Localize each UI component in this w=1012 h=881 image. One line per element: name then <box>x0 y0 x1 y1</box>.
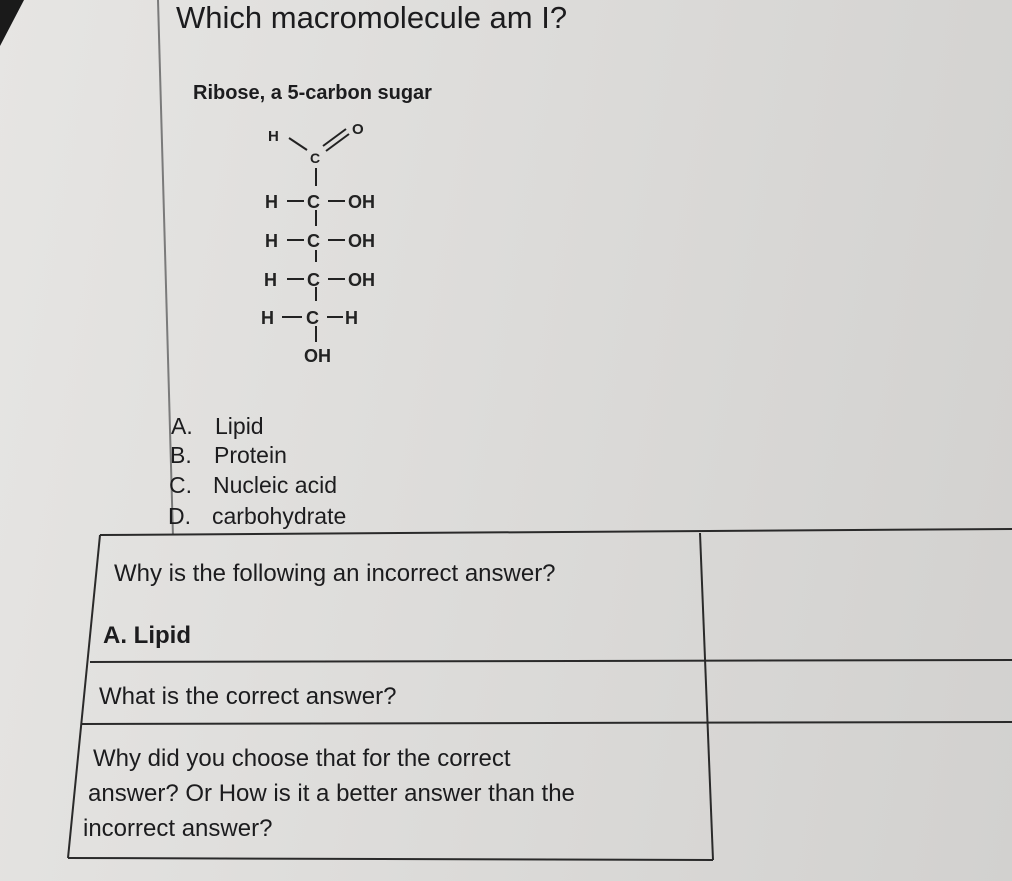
option-letter: A. <box>171 413 193 439</box>
option-letter: C. <box>169 472 192 498</box>
atom-oh-row3: OH <box>348 270 375 290</box>
option-a[interactable] <box>171 413 264 440</box>
question-why-choose-line2: answer? Or How is it a better answer than the <box>88 780 575 807</box>
atom-c-row4: C <box>306 308 319 328</box>
option-d[interactable] <box>168 503 346 530</box>
atom-c-carbonyl: C <box>310 150 321 166</box>
atom-h-row2: H <box>265 231 278 251</box>
atom-o-carbonyl: O <box>352 121 364 138</box>
question-incorrect-why: Why is the following an incorrect answer? <box>114 560 556 587</box>
option-b[interactable] <box>170 442 287 469</box>
option-text: Protein <box>214 442 287 468</box>
table-bottom-border <box>68 858 713 860</box>
question-choice-label: A. Lipid <box>103 622 191 649</box>
option-letter: B. <box>170 442 192 468</box>
option-text: Lipid <box>215 413 264 439</box>
bond-c-o-1 <box>323 129 346 146</box>
atom-oh-row2: OH <box>348 231 375 251</box>
answer-cell-why-choose[interactable] <box>722 728 1008 856</box>
answer-cell-correct-answer[interactable] <box>716 666 1008 718</box>
atom-c-row3: C <box>307 270 320 290</box>
bond-h-c <box>289 138 307 150</box>
atom-h-row3: H <box>264 270 277 290</box>
atom-h-row1: H <box>265 192 278 212</box>
atom-c-row1: C <box>307 192 320 212</box>
atom-oh-bottom: OH <box>304 346 331 366</box>
table-row-divider-2 <box>82 722 1012 724</box>
atom-oh-row1: OH <box>348 192 375 212</box>
atom-h-row4-left: H <box>261 308 274 328</box>
molecule-caption: Ribose, a 5-carbon sugar <box>193 82 432 104</box>
question-correct-answer: What is the correct answer? <box>99 683 397 710</box>
table-row-divider-1 <box>90 660 1012 662</box>
atom-h-row4-right: H <box>345 308 358 328</box>
answer-cell-incorrect-why[interactable] <box>712 540 1007 655</box>
option-text: Nucleic acid <box>213 472 337 498</box>
question-why-choose-line3: incorrect answer? <box>83 815 273 842</box>
option-c[interactable] <box>169 472 337 499</box>
atom-h-top: H <box>268 128 279 145</box>
bond-c-o-2 <box>326 134 349 151</box>
page-title: Which macromolecule am I? <box>176 0 568 35</box>
dark-corner <box>0 0 24 46</box>
option-text: carbohydrate <box>212 503 347 529</box>
option-letter: D. <box>168 503 191 529</box>
question-why-choose-line1: Why did you choose that for the correct <box>93 745 511 772</box>
atom-c-row2: C <box>307 231 320 251</box>
